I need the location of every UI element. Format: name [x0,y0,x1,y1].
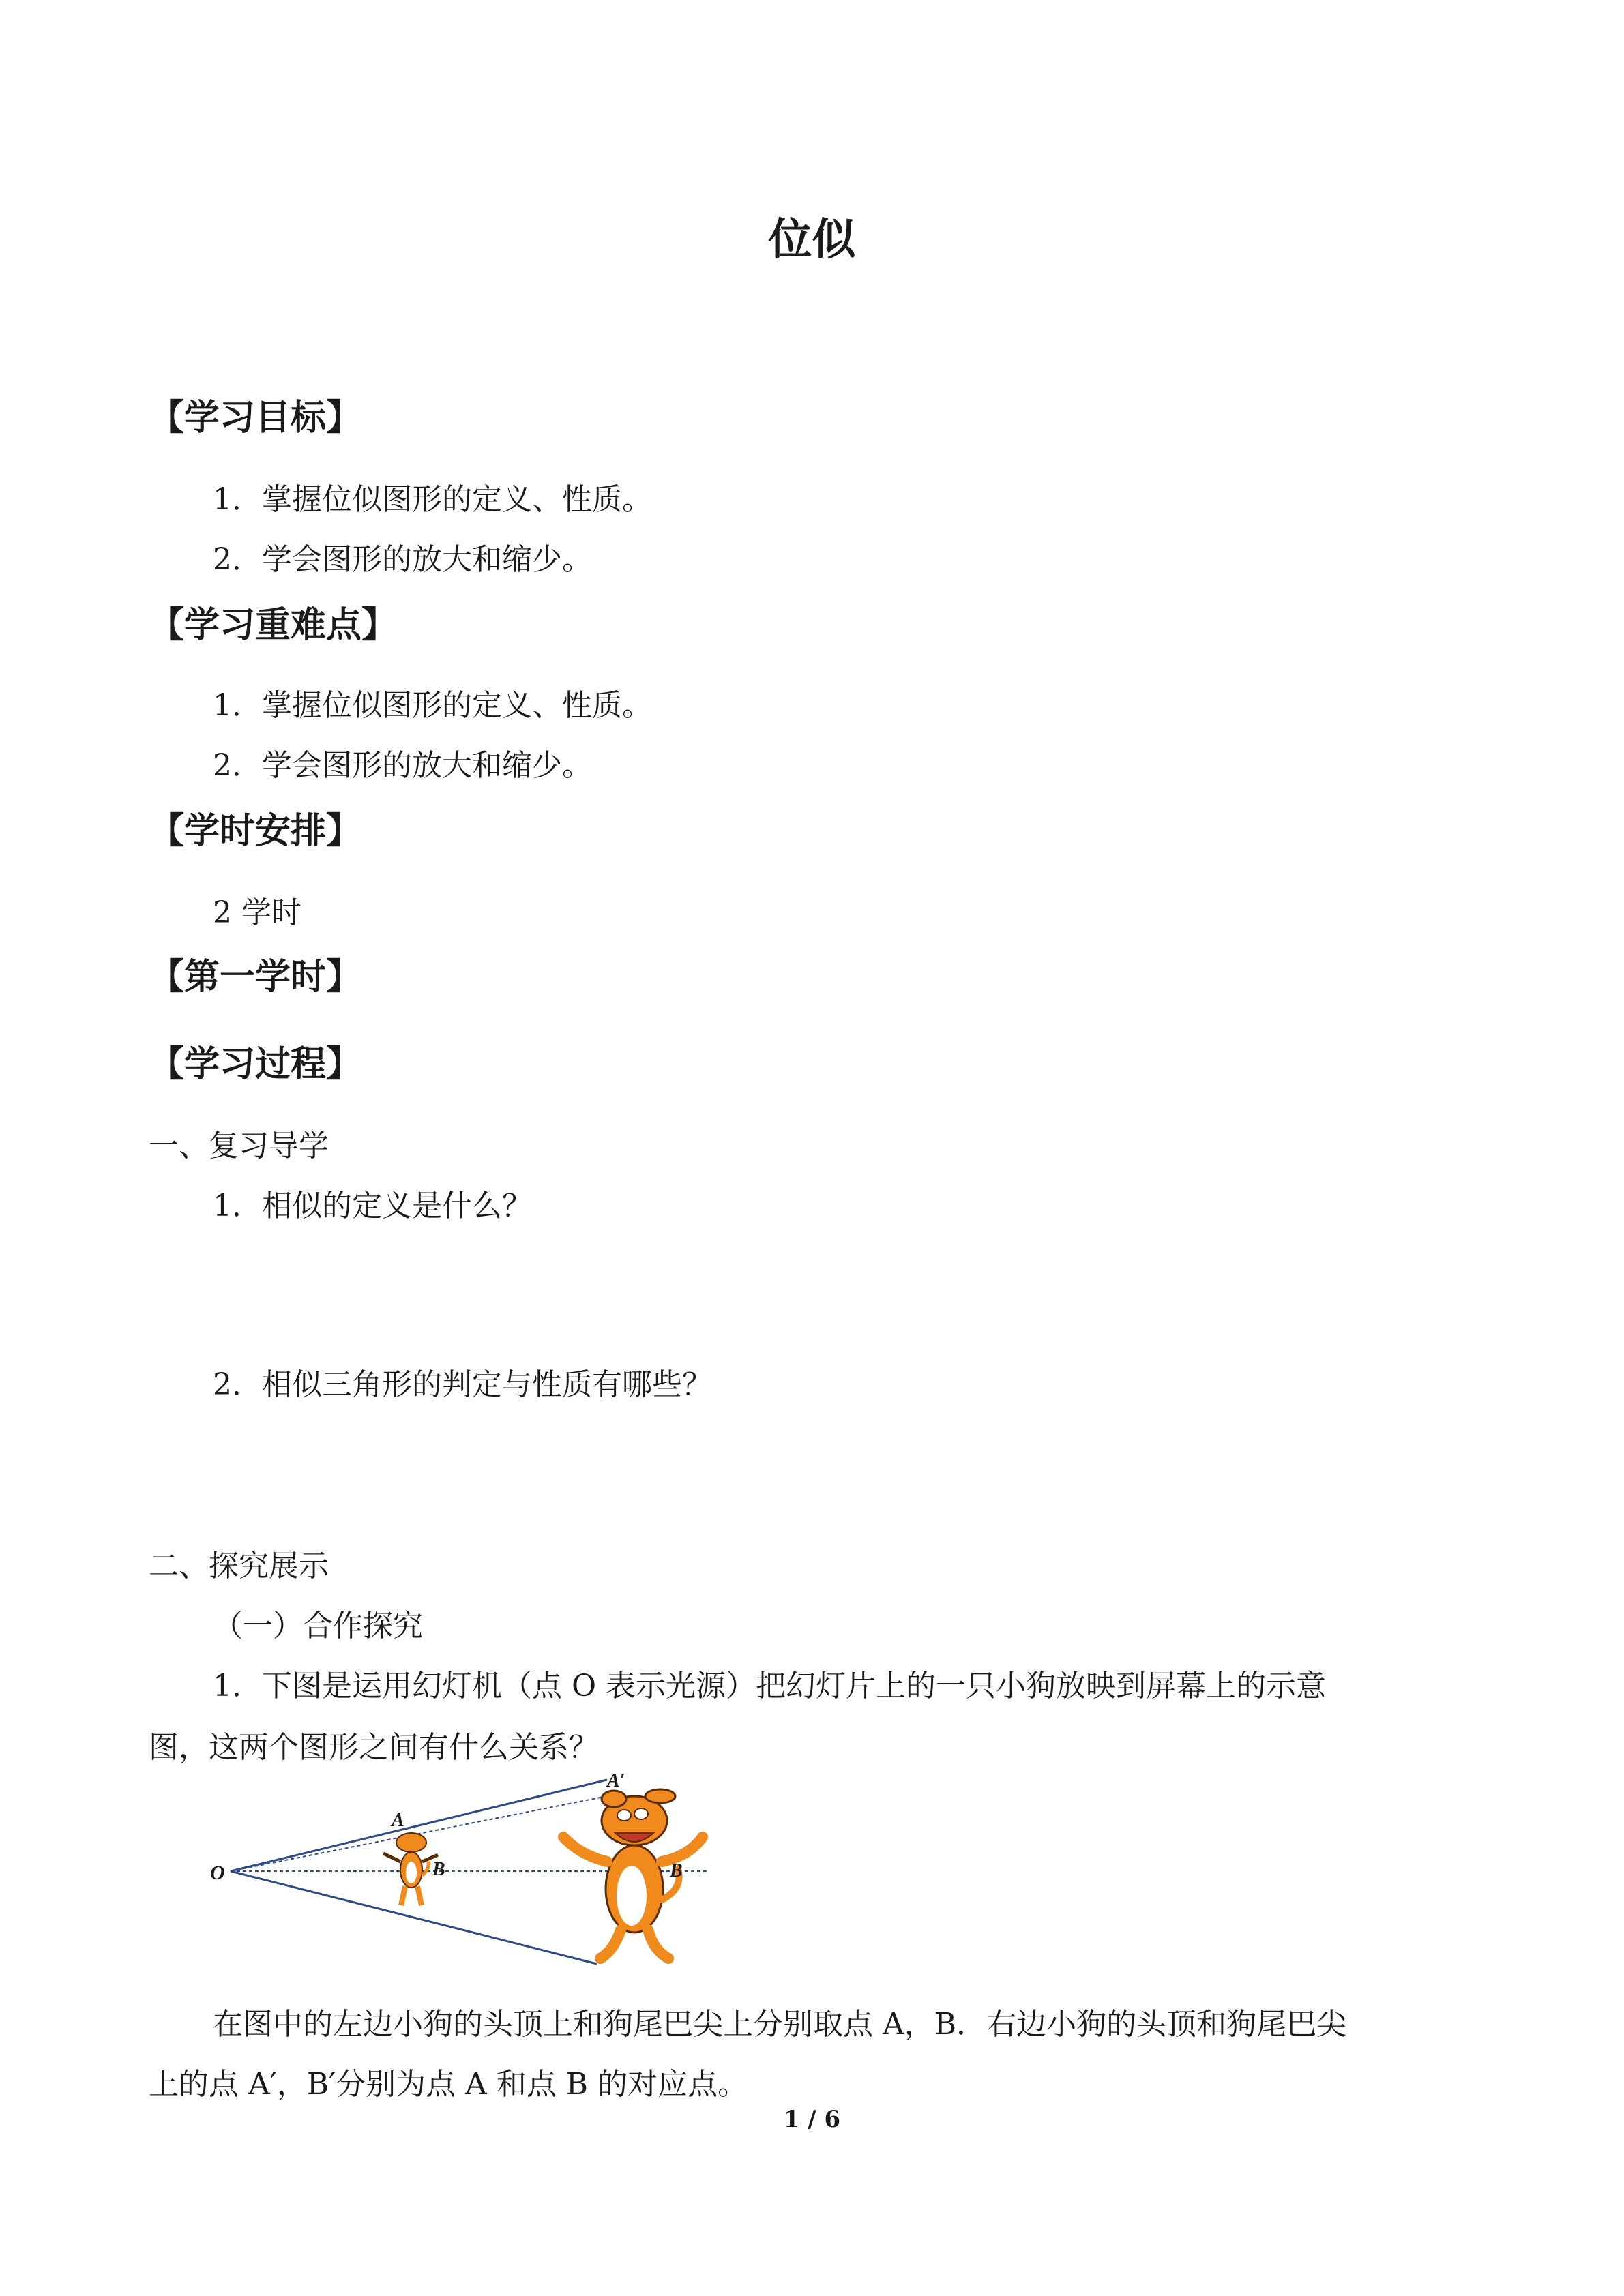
label-a: A [392,1810,404,1831]
schedule-heading: 【学时安排】 [149,811,362,852]
key-points-heading: 【学习重难点】 [149,605,398,646]
explore-paragraph-1-line-1: 1．下图是运用幻灯机（点 O 表示光源）把幻灯片上的一只小狗放映到屏幕上的示意 [213,1669,1327,1703]
schedule-value: 2 学时 [213,895,301,930]
label-b: B [432,1859,445,1880]
label-b-prime: B [670,1860,683,1881]
objectives-heading: 【学习目标】 [149,398,362,438]
label-o: O [210,1862,225,1884]
explore-sub-heading: （一）合作探究 [213,1609,423,1643]
objective-item-1: 1．掌握位似图形的定义、性质。 [213,482,652,517]
page-number: 1 / 6 [783,2106,841,2133]
small-dog-icon [383,1833,438,1905]
explore-paragraph-1-line-2: 图，这两个图形之间有什么关系？ [149,1730,599,1765]
key-point-item-1: 1．掌握位似图形的定义、性质。 [213,688,652,723]
first-period-heading: 【第一学时】 [149,957,362,998]
page-title: 位似 [768,215,856,265]
explore-paragraph-2-line-1: 在图中的左边小狗的头顶上和狗尾巴尖上分别取点 A，B．右边小狗的头顶和狗尾巴尖 [213,2007,1347,2042]
objective-item-2: 2．学会图形的放大和缩少。 [213,542,592,577]
explore-heading: 二、探究展示 [149,1549,329,1583]
process-heading: 【学习过程】 [149,1044,362,1085]
explore-paragraph-2-line-2: 上的点 A′，B′分别为点 A 和点 B 的对应点。 [149,2067,748,2102]
label-a-prime: A′ [607,1770,625,1791]
review-question-2: 2．相似三角形的判定与性质有哪些？ [213,1367,712,1402]
review-heading: 一、复习导学 [149,1129,329,1163]
key-point-item-2: 2．学会图形的放大和缩少。 [213,748,592,783]
projection-figure [198,1766,730,1978]
review-question-1: 1．相似的定义是什么？ [213,1189,532,1223]
